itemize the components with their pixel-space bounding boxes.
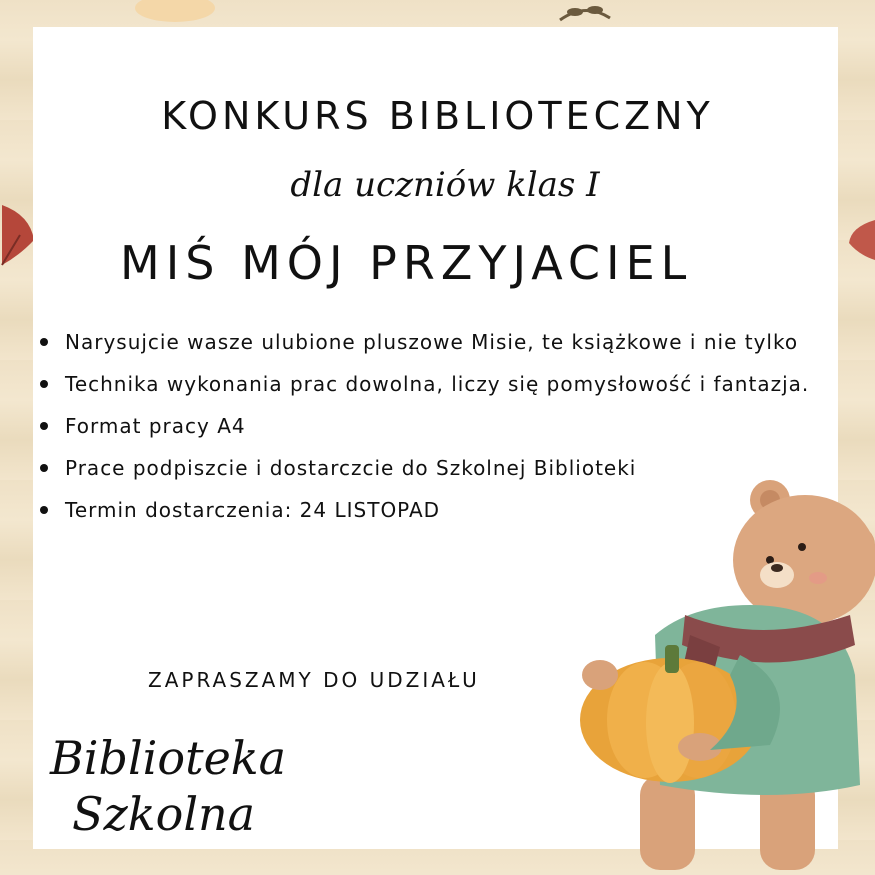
bullet-icon [40,422,48,430]
rule-text: Termin dostarczenia: 24 LISTOPAD [65,498,441,522]
list-item [34,406,834,446]
autumn-leaf-icon [845,215,875,265]
contest-audience: dla uczniów klas I [290,165,600,205]
signature-line-1: Biblioteka [50,731,287,785]
invitation-text: ZAPRASZAMY DO UDZIAŁU [148,668,480,692]
bullet-icon [40,506,48,514]
rule-text: Prace podpiszcie i dostarczcie do Szkolnej Biblioteki [65,456,637,480]
library-signature [50,730,286,842]
bear-with-pumpkin-illustration [570,475,875,875]
rule-text: Technika wykonania prac dowolna, liczy się pomysłowość i fantazja. [65,372,810,396]
contest-title: KONKURS BIBLIOTECZNY [161,94,714,138]
rule-text: Format pracy A4 [65,414,246,438]
rule-text: Narysujcie wasze ulubione pluszowe Misie, te książkowe i nie tylko [65,330,799,354]
signature-line-2: Szkolna [72,787,256,841]
bullet-icon [40,464,48,472]
list-item [34,364,834,404]
contest-theme: MIŚ MÓJ PRZYJACIEL [120,236,693,290]
bullet-icon [40,338,48,346]
bullet-icon [40,380,48,388]
autumn-leaf-icon [130,0,220,28]
list-item [34,322,834,362]
autumn-leaf-icon [555,0,615,28]
